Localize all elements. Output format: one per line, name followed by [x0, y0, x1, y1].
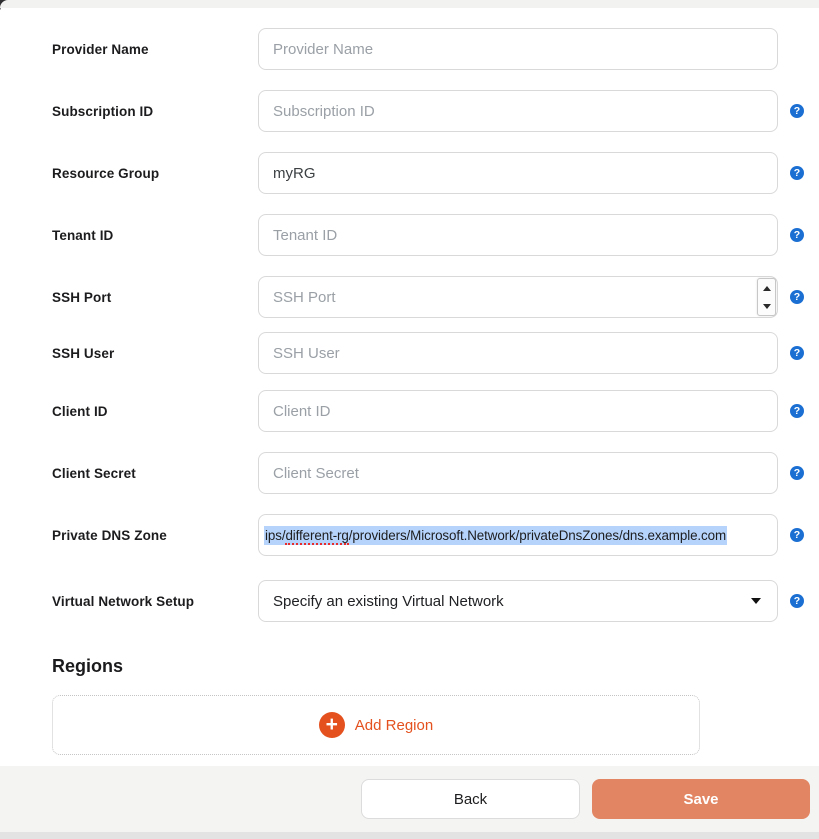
form-row-private-dns-zone — [52, 514, 819, 556]
client-secret-input[interactable] — [258, 452, 778, 494]
subscription-id-input[interactable] — [258, 90, 778, 132]
tenant-id-input[interactable] — [258, 214, 778, 256]
form-row-tenant-id — [52, 214, 819, 256]
help-icon[interactable]: ? — [790, 104, 804, 118]
form-row-virtual-network-setup — [52, 580, 819, 622]
add-region-button[interactable] — [52, 695, 700, 755]
form-row-ssh-port — [52, 276, 819, 318]
help-icon[interactable]: ? — [790, 228, 804, 242]
footer-bar — [0, 766, 819, 832]
add-region-label: Add Region — [354, 716, 434, 734]
ssh-user-label: SSH User — [52, 345, 115, 361]
selected-text: ips/different-rg/providers/Microsoft.Network/privateDnsZones/dns.example.com — [265, 527, 727, 543]
plus-icon: + — [319, 712, 345, 738]
help-icon[interactable]: ? — [790, 404, 804, 418]
client-id-label: Client ID — [52, 403, 108, 419]
misspelled-text: different-rg — [285, 527, 349, 543]
client-id-input[interactable] — [258, 390, 778, 432]
help-icon[interactable]: ? — [790, 290, 804, 304]
ssh-port-label: SSH Port — [52, 289, 112, 305]
select-value: Specify an existing Virtual Network — [273, 592, 504, 610]
ssh-user-input[interactable] — [258, 332, 778, 374]
resource-group-label: Resource Group — [52, 165, 160, 181]
client-secret-label: Client Secret — [52, 465, 136, 481]
help-icon[interactable]: ? — [790, 166, 804, 180]
tenant-id-label: Tenant ID — [52, 227, 114, 243]
form-row-client-id — [52, 390, 819, 432]
chevron-down-icon — [751, 598, 761, 604]
form-row-resource-group — [52, 152, 819, 194]
virtual-network-setup-label: Virtual Network Setup — [52, 593, 195, 609]
help-icon[interactable]: ? — [790, 594, 804, 608]
form-row-provider-name — [52, 28, 819, 70]
help-icon[interactable]: ? — [790, 528, 804, 542]
top-strip — [0, 0, 819, 8]
save-button[interactable]: Save — [592, 779, 810, 819]
provider-name-input[interactable] — [258, 28, 778, 70]
spinner-up-button[interactable] — [758, 279, 775, 297]
ssh-port-input[interactable] — [258, 276, 778, 318]
back-button[interactable]: Back — [361, 779, 580, 819]
resource-group-input[interactable] — [258, 152, 778, 194]
arrow-up-icon — [763, 286, 771, 291]
form-row-subscription-id — [52, 90, 819, 132]
help-icon[interactable]: ? — [790, 346, 804, 360]
spinner-down-button[interactable] — [758, 297, 775, 315]
private-dns-zone-input[interactable] — [258, 514, 778, 556]
virtual-network-setup-select[interactable] — [258, 580, 778, 622]
number-spinner — [757, 278, 776, 316]
subscription-id-label: Subscription ID — [52, 103, 154, 119]
form-row-client-secret — [52, 452, 819, 494]
provider-form — [0, 8, 819, 755]
private-dns-zone-label: Private DNS Zone — [52, 527, 167, 543]
help-icon[interactable]: ? — [790, 466, 804, 480]
regions-heading: Regions — [52, 656, 124, 676]
form-row-ssh-user — [52, 332, 819, 374]
arrow-down-icon — [763, 304, 771, 309]
bottom-strip — [0, 832, 819, 839]
provider-name-label: Provider Name — [52, 41, 149, 57]
